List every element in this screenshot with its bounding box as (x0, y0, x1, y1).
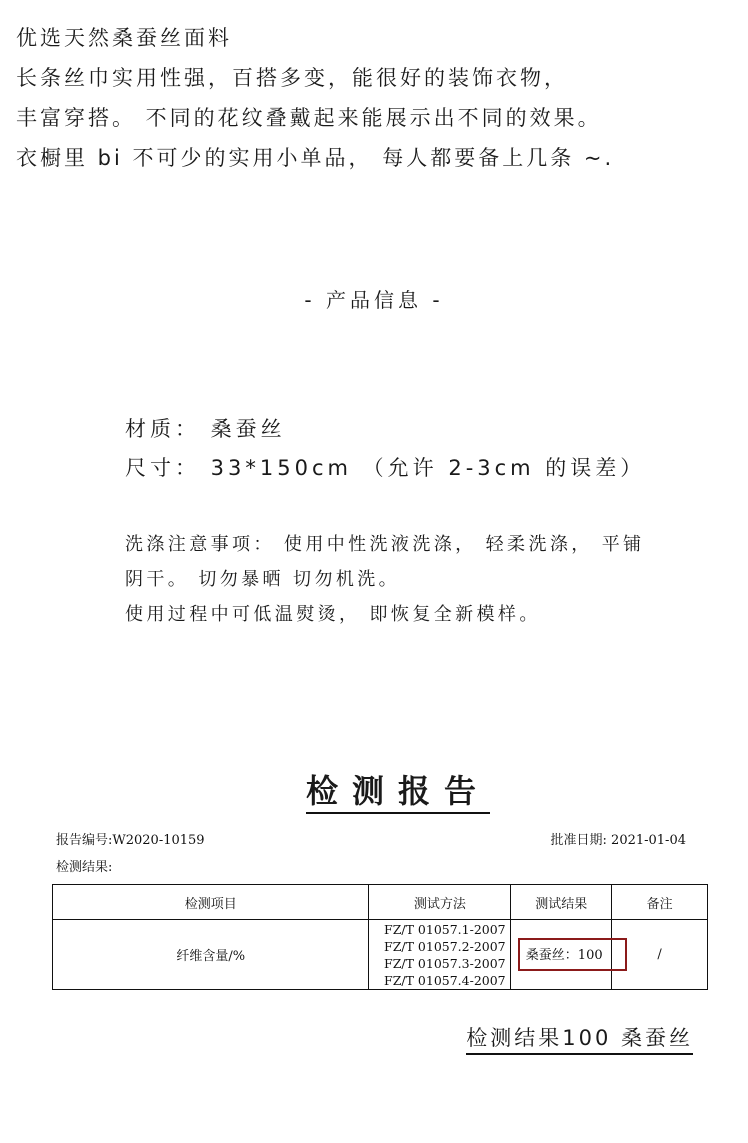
size-spec: 尺寸： 33*150cm （允许 2-3cm 的误差） (125, 456, 646, 480)
report-title: 检测报告 (306, 772, 490, 814)
cell-methods (369, 920, 511, 990)
method-line: FZ/T 01057.4-2007 (384, 972, 506, 988)
table-row (53, 920, 708, 990)
care-line: 洗涤注意事项： 使用中性洗液洗涤， 轻柔洗涤， 平铺 (125, 534, 645, 555)
result-label: 检测结果: (56, 860, 113, 875)
report-title-wrap (0, 766, 748, 812)
intro-line: 优选天然桑蚕丝面料 (16, 26, 232, 50)
cell-note: / (612, 920, 708, 990)
material-spec: 材质： 桑蚕丝 (125, 417, 286, 441)
approval-date: 批准日期: 2021-01-04 (550, 833, 686, 848)
intro-line: 衣橱里 bi 不可少的实用小单品， 每人都要备上几条 ~. (16, 146, 615, 170)
care-line: 阴干。 切勿暴晒 切勿机洗。 (125, 569, 401, 590)
result-highlight-box: 桑蚕丝：100 (518, 938, 627, 971)
method-line: FZ/T 01057.2-2007 (384, 938, 506, 954)
header-result: 测试结果 (511, 885, 612, 920)
report-table (52, 884, 708, 990)
cell-item: 纤维含量/% (53, 920, 369, 990)
product-info-title: - 产品信息 - (304, 288, 444, 312)
product-specs (125, 410, 645, 488)
header-note: 备注 (612, 885, 708, 920)
conclusion-wrap (466, 1022, 693, 1052)
intro-line: 丰富穿搭。 不同的花纹叠戴起来能展示出不同的效果。 (16, 106, 602, 130)
header-method: 测试方法 (369, 885, 511, 920)
method-line: FZ/T 01057.3-2007 (384, 955, 506, 971)
conclusion-text: 检测结果100 桑蚕丝 (466, 1026, 693, 1055)
header-item: 检测项目 (53, 885, 369, 920)
table-header-row (53, 885, 708, 920)
cell-result (511, 920, 612, 990)
report-number: 报告编号:W2020-10159 (56, 833, 205, 848)
intro-line: 长条丝巾实用性强，百搭多变，能很好的装饰衣物， (16, 66, 568, 90)
method-line: FZ/T 01057.1-2007 (384, 921, 506, 937)
care-instructions (125, 527, 725, 632)
intro-text (16, 18, 736, 178)
care-line: 使用过程中可低温熨烫， 即恢复全新模样。 (125, 604, 541, 625)
